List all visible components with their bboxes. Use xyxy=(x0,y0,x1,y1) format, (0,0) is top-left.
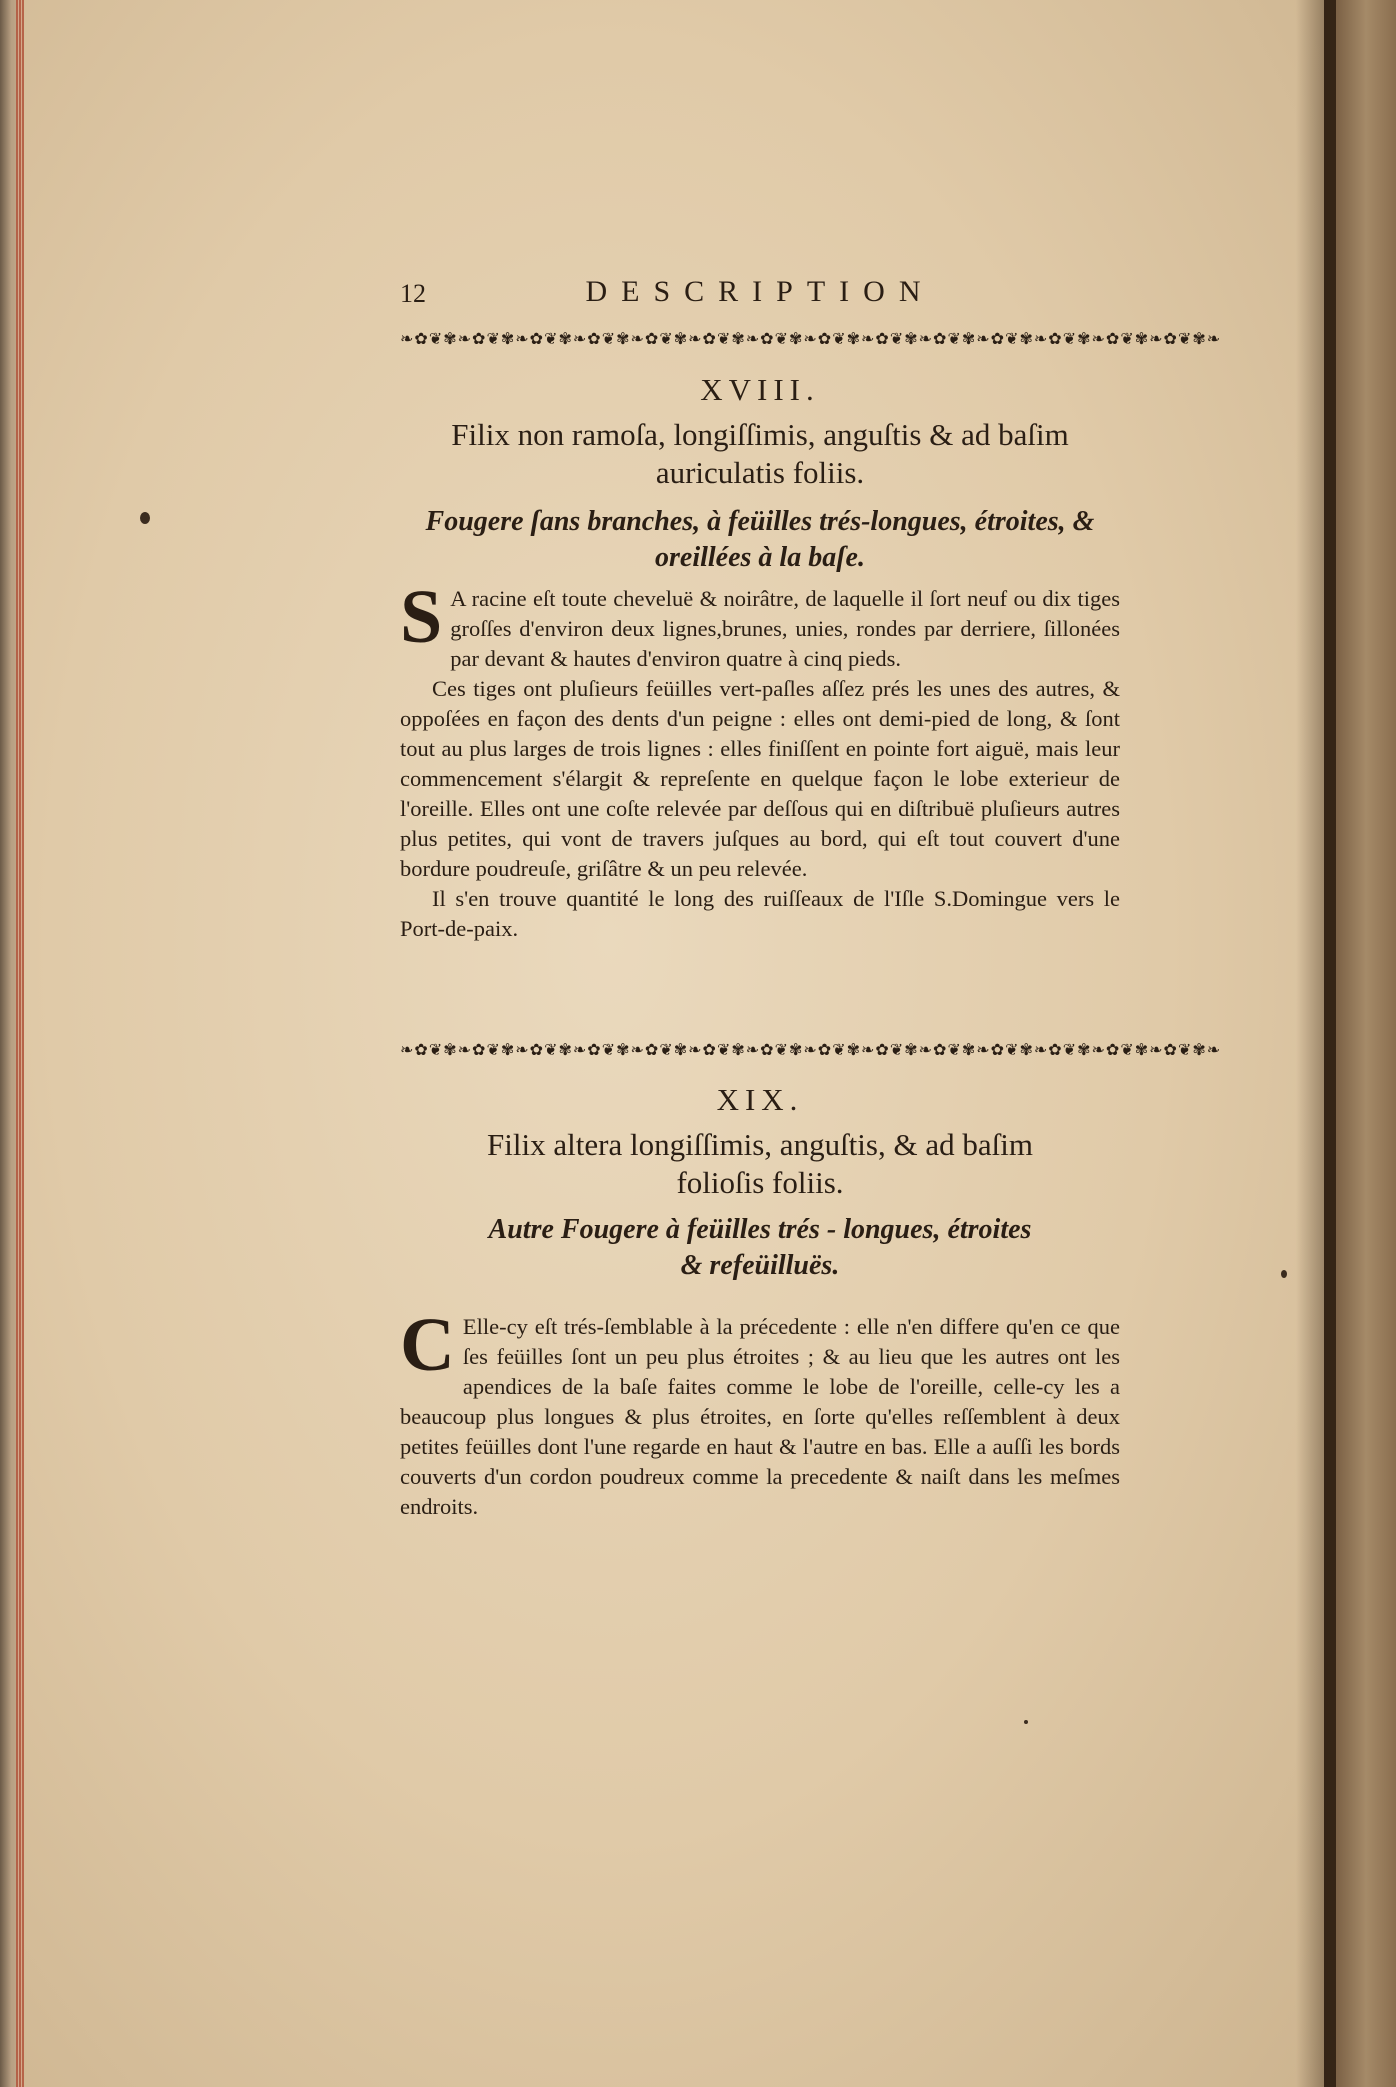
ornament-rule: ❧✿❦✾❧✿❦✾❧✿❦✾❧✿❦✾❧✿❦✾❧✿❦✾❧✿❦✾❧✿❦✾❧✿❦✾❧✿❦✾❧✿❦✾❧✿❦✾❧✿❦✾❧✿❦✾❧ xyxy=(400,331,1222,348)
section-number: XVIII. xyxy=(700,372,820,407)
paragraph: Il s'en trouve quantité le long des ruiſſeaux de l'Iſle S.Domingue vers le Port-de-paix. xyxy=(400,886,1120,941)
french-name-line: & refeüilluës. xyxy=(680,1250,840,1281)
section-body xyxy=(400,575,1120,944)
ink-spot xyxy=(140,512,150,524)
section-number: XIX. xyxy=(716,1082,804,1117)
red-page-edge xyxy=(16,0,24,2087)
latin-name-line: folioſis foliis. xyxy=(676,1165,844,1200)
latin-name-line: auriculatis foliis. xyxy=(655,455,865,490)
paragraph: C Elle-cy eſt trés-ſemblable à la précedente : elle n'en differe qu'en ce que ſes feüilles ſont un peu plus étroites ; & au lieu que les autres ont les apendices de la baſe faites comme le lobe de l'oreille, celle-cy les a beaucoup plus longues & plus étroites, en ſorte qu'elles reſſemblent à deux petites feüilles dont l'une regarde en haut & l'autre en bas. Elle a auſſi les bords couverts d'un cordon poudreux comme la precedente & naiſt dans les meſmes endroits. xyxy=(400,1303,1120,1519)
drop-capital: S xyxy=(400,575,443,659)
ornament-rule: ❧✿❦✾❧✿❦✾❧✿❦✾❧✿❦✾❧✿❦✾❧✿❦✾❧✿❦✾❧✿❦✾❧✿❦✾❧✿❦✾❧✿❦✾❧✿❦✾❧✿❦✾❧✿❦✾❧ xyxy=(400,1042,1222,1059)
running-header xyxy=(400,275,1120,315)
latin-name-line: Filix non ramoſa, longiſſimis, anguſtis & ad baſim xyxy=(451,417,1069,452)
french-name-line: Fougere ſans branches, à feüilles trés-longues, étroites, & xyxy=(425,506,1095,537)
paragraph: S A racine eſt toute cheveluë & noirâtre, de laquelle il ſort neuf ou dix tiges groſſes d'environ deux lignes,brunes, unies, rondes par derriere, ſillonées par devant & hautes d'environ quatre à cinq pieds. xyxy=(400,575,1120,671)
section-body xyxy=(400,1303,1120,1522)
french-name-line: Autre Fougere à feüilles trés - longues, étroites xyxy=(488,1214,1032,1245)
running-title: DESCRIPTION xyxy=(585,275,935,308)
gutter-shadow xyxy=(1296,0,1336,2087)
ink-spot xyxy=(1281,1270,1287,1278)
ink-spot xyxy=(1024,1720,1028,1724)
drop-capital: C xyxy=(400,1303,455,1387)
page-number: 12 xyxy=(400,279,426,308)
next-page-edge xyxy=(1336,0,1396,2087)
french-name-line: oreillées à la baſe. xyxy=(655,542,865,573)
paragraph: Ces tiges ont pluſieurs feüilles vert-paſles aſſez prés les unes des autres, & oppoſées en façon des dents d'un peigne : elles ont demi-pied de long, & ſont tout au plus larges de trois lignes : elles finiſſent en pointe fort aiguë, mais leur commencement s'élargit & repreſente en quelque façon le lobe exterieur de l'oreille. Elles ont une coſte relevée par deſſous qui en diſtribuë pluſieurs autres plus petites, qui vont de travers juſques au bord, qui eſt tout couvert d'une bordure poudreuſe, griſâtre & un peu relevée. xyxy=(400,676,1120,881)
latin-name-line: Filix altera longiſſimis, anguſtis, & ad baſim xyxy=(487,1127,1033,1162)
